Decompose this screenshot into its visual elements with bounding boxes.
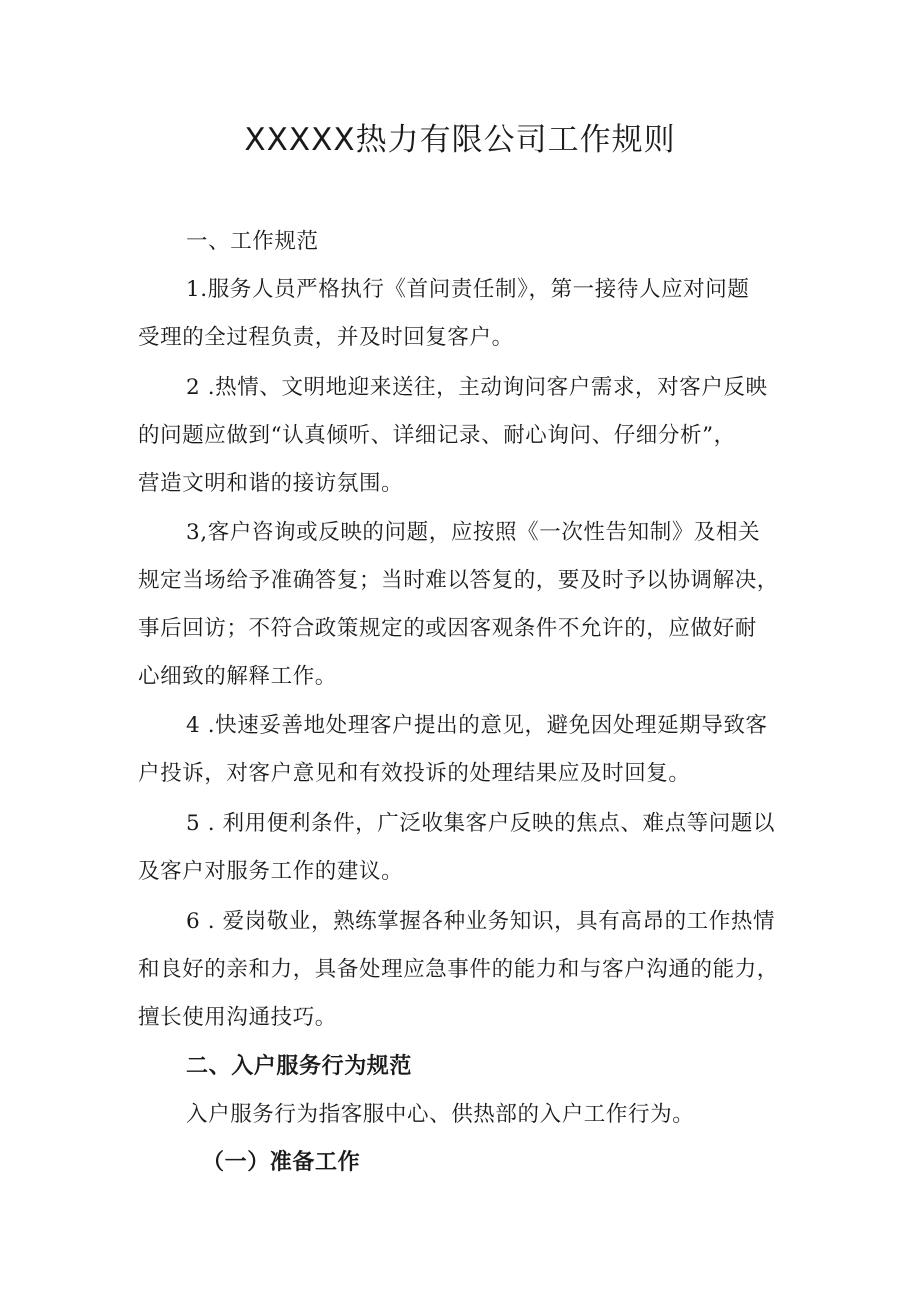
rule-item-6 [138, 898, 798, 1042]
paragraph-line: 及客户对服务工作的建议。 [138, 859, 404, 884]
paragraph-line: 的问题应做到“认真倾听、详细记录、耐心询问、仔细分析”， [138, 423, 736, 448]
paragraph-line: 4 .快速妥善地处理客户提出的意见，避免因处理延期导致客 [186, 713, 768, 738]
paragraph-line: 受理的全过程负责，并及时回复客户。 [138, 325, 514, 350]
paragraph-line: 6 . 爱岗敬业，熟练掌握各种业务知识，具有高昂的工作热情 [186, 909, 776, 934]
section-2-heading: 二、入户服务行为规范 [186, 1054, 413, 1079]
paragraph-line: 规定当场给予准确答复；当时难以答复的，要及时予以协调解决， [138, 568, 779, 593]
paragraph-line: 5 . 利用便利条件，广泛收集客户反映的焦点、难点等问题以 [186, 811, 776, 836]
rule-item-5 [138, 800, 798, 896]
paragraph-line: 3,客户咨询或反映的问题，应按照《一次性告知制》及相关 [186, 520, 761, 545]
rule-item-4 [138, 702, 798, 798]
section-1-heading: 一、工作规范 [186, 229, 319, 254]
page-title: XXXXX热力有限公司工作规则 [244, 122, 676, 158]
paragraph-line: 事后回访；不符合政策规定的或因客观条件不允许的，应做好耐 [138, 616, 757, 641]
paragraph-line: 1.服务人员严格执行《首问责任制》，第一接待人应对问题 [186, 277, 750, 302]
paragraph-line: 户投诉，对客户意见和有效投诉的处理结果应及时回复。 [138, 761, 691, 786]
paragraph-line: 擅长使用沟通技巧。 [138, 1005, 337, 1030]
paragraph-line: 心细致的解释工作。 [138, 664, 337, 689]
paragraph-line: 2 .热情、文明地迎来送往，主动询问客户需求，对客户反映 [186, 375, 768, 400]
section-1 [138, 218, 798, 266]
rule-item-1 [138, 266, 798, 362]
section-2-intro: 入户服务行为指客服中心、供热部的入户工作行为。 [186, 1102, 695, 1127]
rule-item-3 [138, 509, 798, 701]
rule-item-2 [138, 364, 798, 508]
paragraph-line: 和良好的亲和力，具备处理应急事件的能力和与客户沟通的能力， [138, 957, 779, 982]
paragraph-line: 营造文明和谐的接访氛围。 [138, 471, 404, 496]
section-2 [138, 1043, 798, 1187]
subsection-heading: （一）准备工作 [202, 1150, 361, 1175]
